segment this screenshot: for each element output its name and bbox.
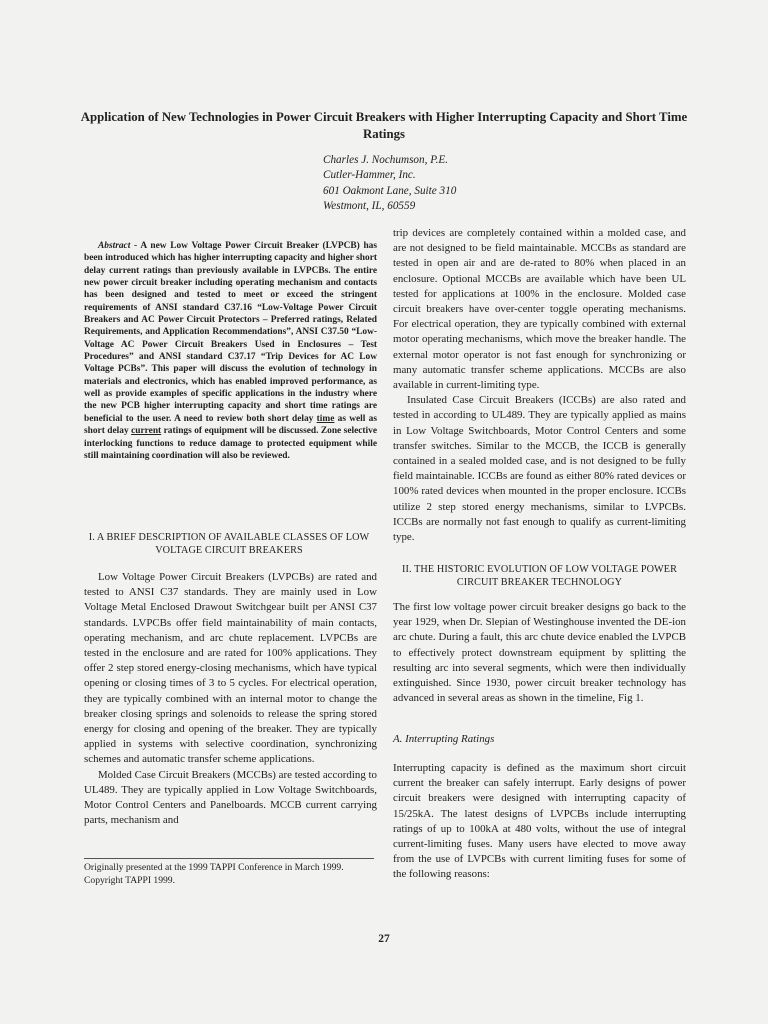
abstract-time-underlined: time <box>316 413 335 424</box>
section-1-paragraph-2: Molded Case Circuit Breakers (MCCBs) are tested according to UL489. They are typically applied in Low Voltage Switchboards, Motor Control Centers and Panelboards. MCCB current carrying parts, mechanism and <box>84 768 377 827</box>
section-2-heading-line-1: II. THE HISTORIC EVOLUTION OF LOW VOLTAGE POWER <box>402 564 677 575</box>
abstract-text-3: ratings of equipment will be discussed. Zone selective interlocking functions to reduce damage to protected equipment while still maintaining coordination will also be reviewed. <box>84 426 377 461</box>
abstract-current-underlined: current <box>131 426 162 437</box>
author-address: 601 Oakmont Lane, Suite 310 <box>323 184 457 197</box>
section-2-heading <box>393 563 686 589</box>
footnote-divider <box>84 858 374 859</box>
subsection-a-paragraph: Interrupting capacity is defined as the maximum short circuit current the breaker can safely interrupt. Early designs of power circuit breakers were designed with interrupting capacity of 15/25kA. The latest designs of LVPCBs include interrupting ratings of up to 100kA at 480 volts, without the use of integral current-limiting fuses. Many users have elected to move away from the use of LVPCBs with current limiting fuses for some of the following reasons: <box>393 762 686 881</box>
author-company: Cutler-Hammer, Inc. <box>323 169 416 182</box>
section-1-heading <box>84 531 374 557</box>
abstract <box>84 240 377 462</box>
footnote-line-2: Copyright TAPPI 1999. <box>84 874 176 886</box>
author-name: Charles J. Nochumson, P.E. <box>323 154 449 166</box>
section-1-heading-line-2: VOLTAGE CIRCUIT BREAKERS <box>155 545 303 556</box>
abstract-text-2: as well as short delay <box>84 413 378 437</box>
author-city: Westmont, IL, 60559 <box>323 199 416 212</box>
abstract-text-1: - A new Low Voltage Power Circuit Breaker (LVPCB) has been introduced which has higher interrupting capacity and higher short delay current ratings than previously available in LVPCBs. The entire new power circuit breaker including operating mechanism and contacts has been designed and tested to meet or exceed the stringent requirements of ANSI standard C37.16 “Low-Voltage Power Circuit Breakers and AC Power Circuit Protectors – Preferred ratings, Related Requirements, and Application Recommendations”, ANSI C37.50 “Low-Voltage AC Power Circuit Breakers Used in Enclosures – Test Procedures” and ANSI standard C37.17 “Trip Devices for AC Low Voltage PCBs”. This paper will discuss the evolution of technology in materials and electronics, which has enabled improved performance, as well as provide examples of specific applications in the industry where the new PCB higher interrupting capacity and short time ratings are beneficial to the user. A need to review both short delay <box>84 241 377 424</box>
subsection-a-heading: A. Interrupting Ratings <box>393 733 495 745</box>
iccb-paragraph: Insulated Case Circuit Breakers (ICCBs) are also rated and tested in according to UL489. They are typically applied as mains in Low Voltage Switchboards, Motor Control Centers and some transfer switches. Similar to the MCCB, the ICCB is generally contained in a sealed molded case, and is not designed to be fully field maintainable. ICCBs are found as either 80% rated devices or 100% rated devices when mounted in the proper enclosure. ICCBs utilize 2 step stored energy mechanisms, similar to LVPCBs. ICCBs are normally not fast enough to qualify as current-limiting type. <box>393 394 686 544</box>
subsection-a-body <box>393 761 686 883</box>
abstract-lead: Abstract <box>98 241 131 251</box>
section-2-paragraph-1: The first low voltage power circuit breaker designs go back to the year 1929, when Dr. Slepian of Westinghouse invented the DE-ion arc chute. During a fault, this arc chute device enabled the LVPCB to effectively protect downstream equipment by splitting the resulting arc into several segments, which were then individually extinguished. Since 1930, power circuit breaker technology has advanced in several areas as shown in the timeline, Fig 1. <box>393 601 686 705</box>
section-1-paragraph-1: Low Voltage Power Circuit Breakers (LVPCBs) are rated and tested to ANSI C37 standards. They are mainly used in Low Voltage Metal Enclosed Drawout Switchgear built per ANSI C37 standards. LVPCBs offer field maintainability of main contacts, operating mechanism, and arc chute replacement. LVPCBs are tested in the enclosure and are rated for 100% applications. They offer 2 step stored energy-closing mechanisms, which have typical opening or closing times of 3 to 5 cycles. For electrical operation, they are typically combined with an internal motor to change the breaker closing springs and solenoids to release the spring stored energy for closing and opening of the breaker. They are typically applied in systems with selective coordination, synchronizing schemes and automatic transfer scheme applications. <box>84 571 377 766</box>
footnote-line-1: Originally presented at the 1999 TAPPI Conference in March 1999. <box>84 862 344 873</box>
paper-title: Application of New Technologies in Power Circuit Breakers with Higher Interrupting Capacity and Short Time Ratings <box>80 110 688 141</box>
section-1-heading-line-1: I. A BRIEF DESCRIPTION OF AVAILABLE CLASSES OF LOW <box>88 532 370 543</box>
footnote <box>84 862 384 887</box>
page-number: 27 <box>378 933 390 945</box>
section-1-body <box>84 570 377 828</box>
mccb-paragraph: trip devices are completely contained within a molded case, and are not designed to be field maintainable. MCCBs as standard are tested in open air and are de-rated to 80% when placed in an enclosure. Optional MCCBs are available which have been UL tested for applications at 100% in the enclosure. Molded case circuit breakers have over-center toggle operating mechanisms. For electrical operation, they are typically combined with external motor operating mechanisms, which move the breaker handle. The external motor operator is not fast enough for synchronizing or many automatic transfer scheme applications. MCCBs are also available in current-limiting type. <box>393 227 686 392</box>
section-2-body <box>393 600 686 706</box>
right-column-intro <box>393 226 686 545</box>
section-2-heading-line-2: CIRCUIT BREAKER TECHNOLOGY <box>456 577 623 588</box>
author-block <box>323 153 583 214</box>
